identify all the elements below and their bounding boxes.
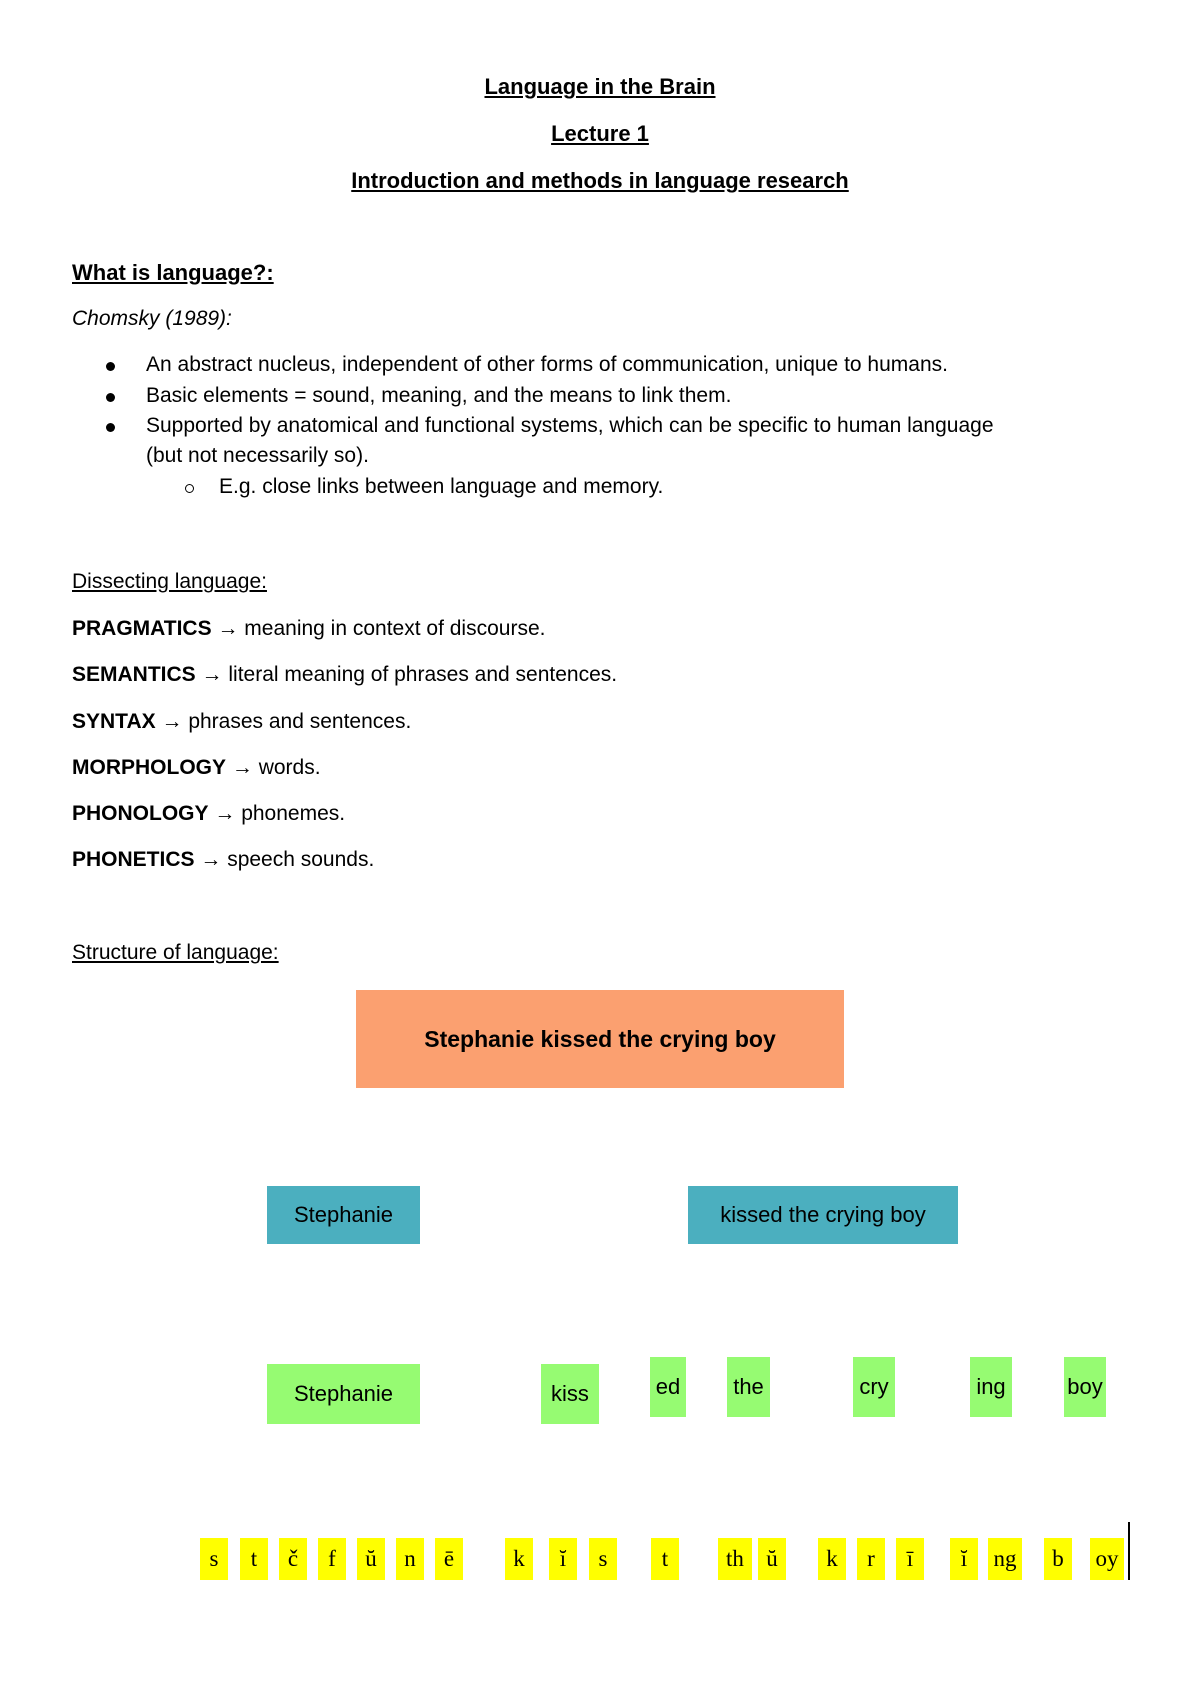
phoneme-box: ē <box>435 1538 463 1580</box>
hollow-bullet-icon <box>185 484 194 493</box>
arrow-icon: → <box>200 848 222 871</box>
section-heading-dissecting-language: Dissecting language: <box>72 570 267 593</box>
phoneme-box: s <box>589 1538 617 1580</box>
bullet-icon <box>106 423 115 432</box>
bullet-icon <box>106 393 115 402</box>
morpheme-box: the <box>727 1357 770 1417</box>
phoneme-box: ī <box>896 1538 924 1580</box>
section-heading-structure-of-language: Structure of language: <box>72 941 279 964</box>
phoneme-box: t <box>651 1538 679 1580</box>
phoneme-box: s <box>200 1538 228 1580</box>
morpheme-box: kiss <box>541 1364 599 1424</box>
level-item-morphology: MORPHOLOGY → words. <box>72 756 321 779</box>
level-item-phonetics: PHONETICS → speech sounds. <box>72 848 375 871</box>
phoneme-box: ŭ <box>758 1538 786 1580</box>
document-title: Language in the Brain <box>484 74 716 99</box>
phoneme-box: č <box>279 1538 307 1580</box>
morpheme-box: ed <box>650 1357 686 1417</box>
arrow-icon: → <box>214 802 236 825</box>
bullet-icon <box>106 362 115 371</box>
phoneme-box: f <box>318 1538 346 1580</box>
text-cursor <box>1128 1522 1130 1580</box>
arrow-icon: → <box>161 710 183 733</box>
phoneme-box: k <box>818 1538 846 1580</box>
phoneme-box: oy <box>1090 1538 1124 1580</box>
phoneme-box: r <box>857 1538 885 1580</box>
morpheme-box: ing <box>970 1357 1012 1417</box>
phoneme-box: ĭ <box>549 1538 577 1580</box>
arrow-icon: → <box>231 756 253 779</box>
arrow-icon: → <box>217 617 239 640</box>
morpheme-box: Stephanie <box>267 1364 420 1424</box>
level-item-syntax: SYNTAX → phrases and sentences. <box>72 710 412 733</box>
phrase-box-subject: Stephanie <box>267 1186 420 1244</box>
phrase-box-predicate: kissed the crying boy <box>688 1186 958 1244</box>
morpheme-box: boy <box>1064 1357 1106 1417</box>
phoneme-box: n <box>396 1538 424 1580</box>
arrow-icon: → <box>201 663 223 686</box>
level-item-phonology: PHONOLOGY → phonemes. <box>72 802 346 825</box>
phoneme-box: th <box>718 1538 752 1580</box>
morpheme-box: cry <box>853 1357 895 1417</box>
phoneme-box: ĭ <box>950 1538 978 1580</box>
phoneme-box: k <box>505 1538 533 1580</box>
sentence-box: Stephanie kissed the crying boy <box>356 990 844 1088</box>
phoneme-box: ŭ <box>357 1538 385 1580</box>
citation-chomsky: Chomsky (1989): <box>72 307 232 330</box>
phoneme-box: t <box>240 1538 268 1580</box>
section-heading-what-is-language: What is language?: <box>72 260 274 285</box>
level-item-semantics: SEMANTICS → literal meaning of phrases and sentences. <box>72 663 618 686</box>
level-item-pragmatics: PRAGMATICS → meaning in context of discourse. <box>72 617 546 640</box>
lecture-number: Lecture 1 <box>551 121 649 146</box>
phoneme-box: ng <box>988 1538 1022 1580</box>
lecture-subtitle: Introduction and methods in language research <box>351 168 849 193</box>
phoneme-box: b <box>1044 1538 1072 1580</box>
